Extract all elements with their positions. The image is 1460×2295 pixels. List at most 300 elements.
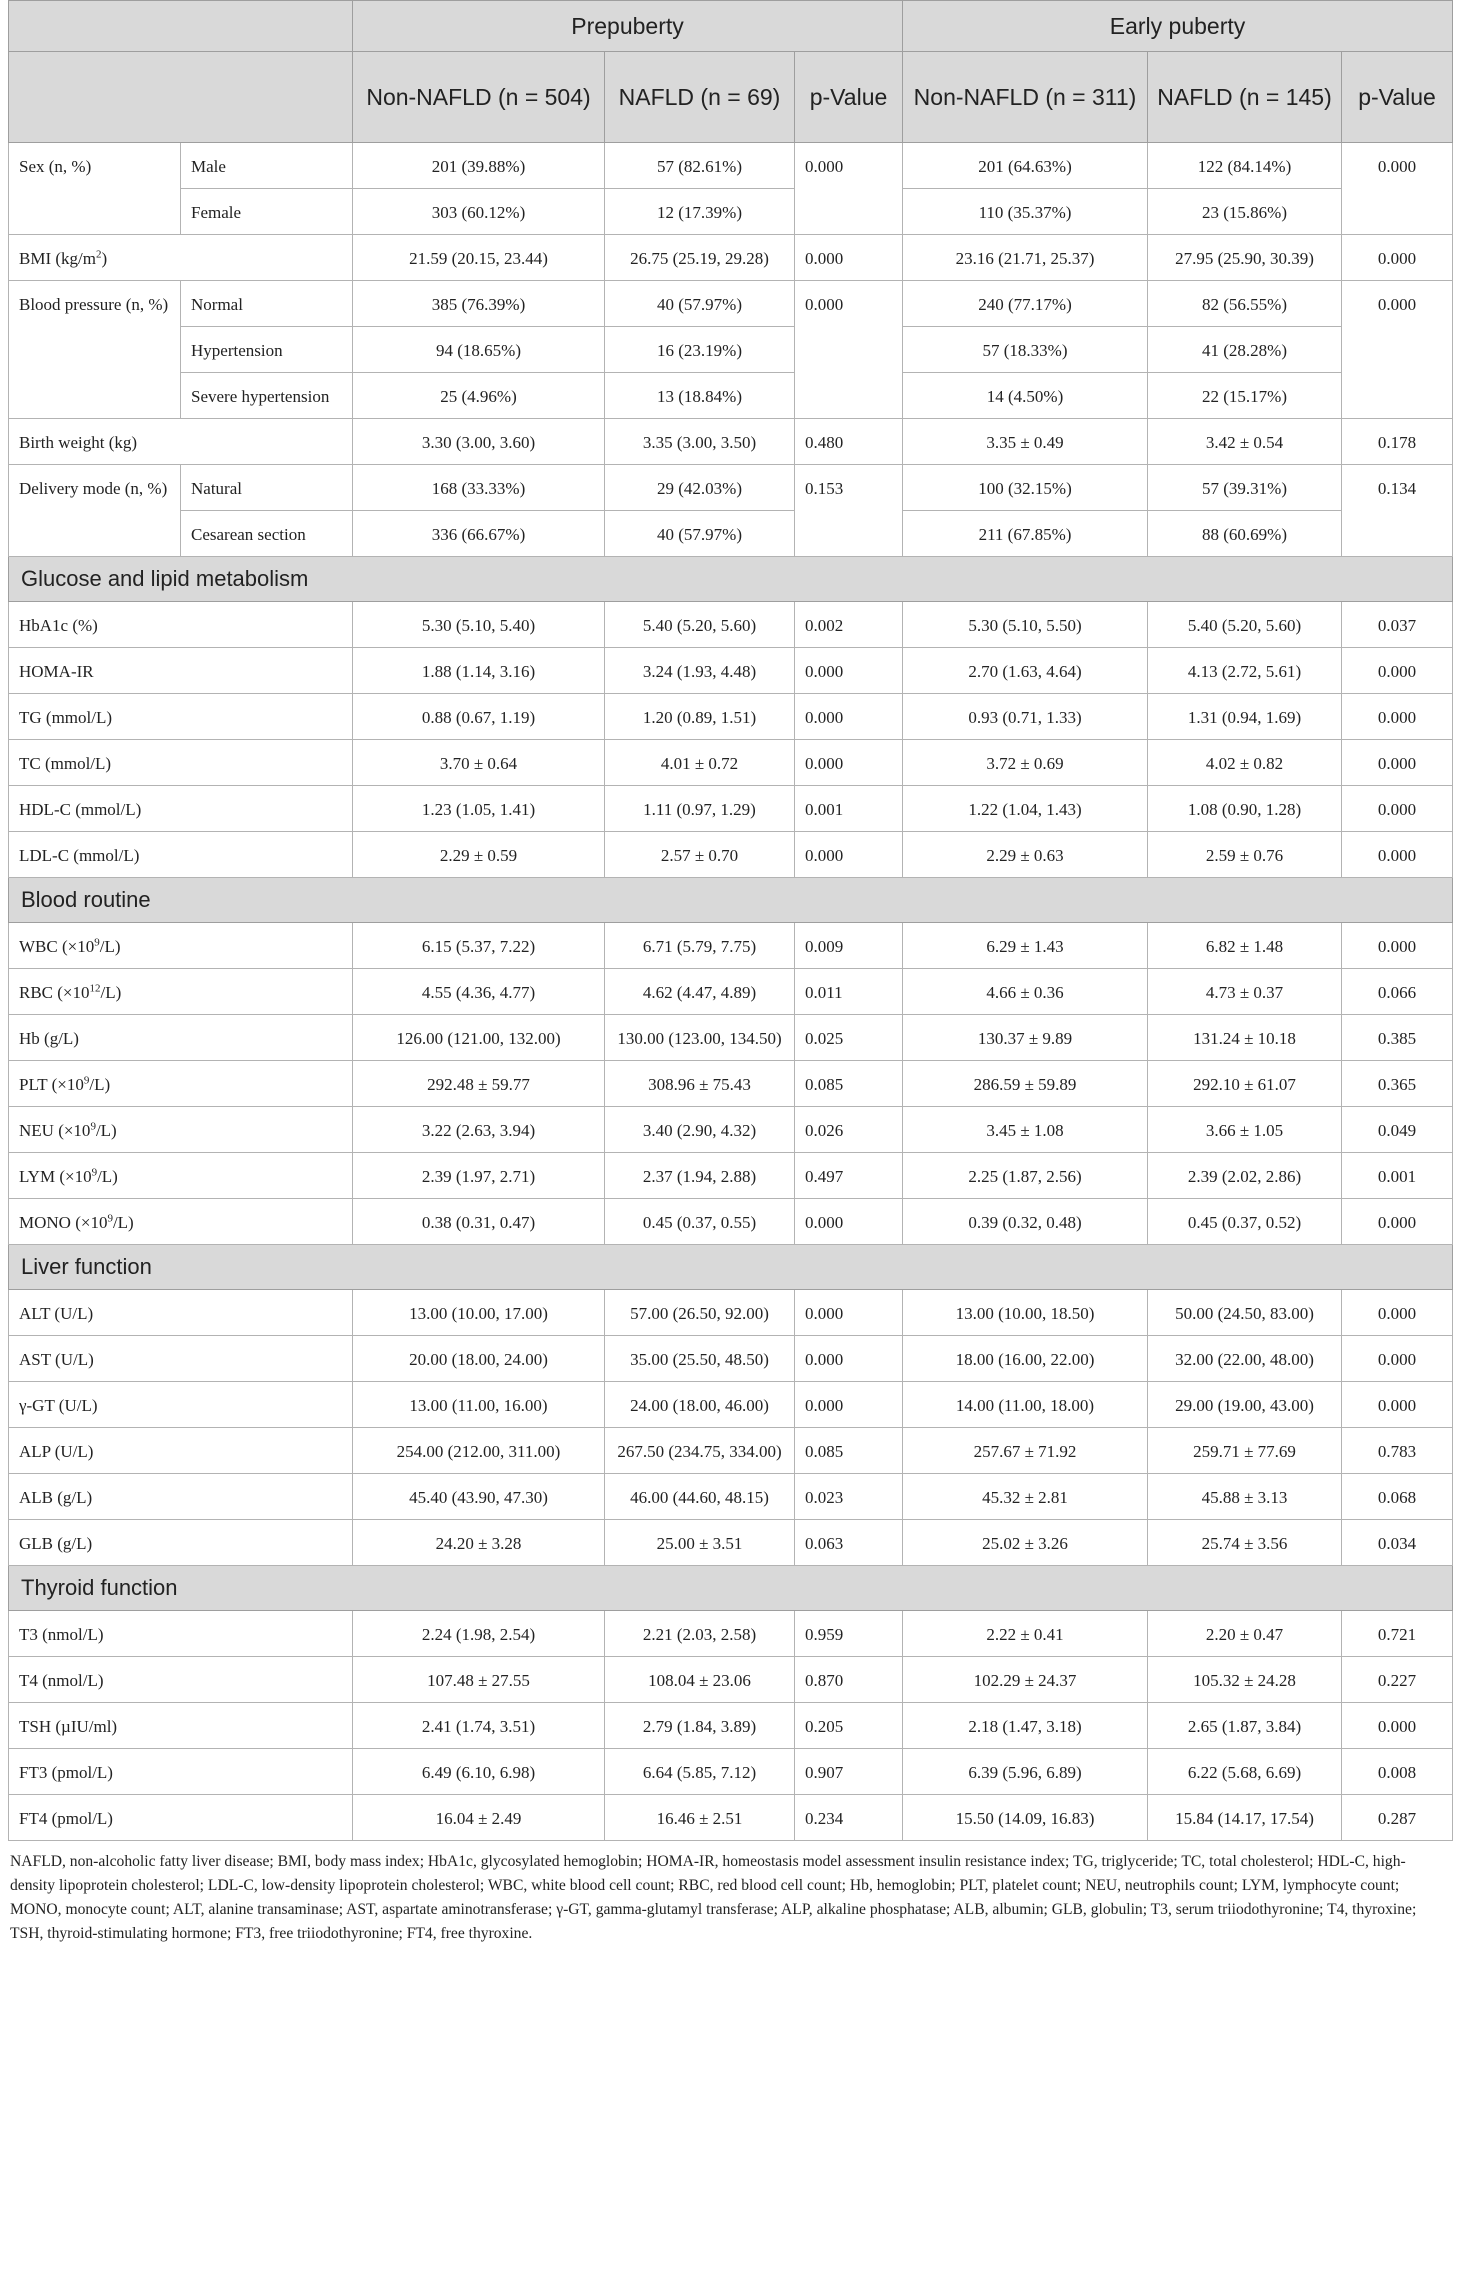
label-end: /L) [95,1121,117,1140]
label-sup: 12 [89,982,101,995]
header-col-early-nafld: NAFLD (n = 145) [1148,52,1342,143]
cell: 25.74 ± 3.56 [1148,1520,1342,1566]
cell: 46.00 (44.60, 48.15) [605,1474,795,1520]
table-row [9,786,1453,832]
cell: 6.29 ± 1.43 [903,923,1148,969]
cell: 6.82 ± 1.48 [1148,923,1342,969]
cell: 5.30 (5.10, 5.50) [903,602,1148,648]
label-sup: 9 [107,1212,113,1225]
label-sup: 9 [91,1166,98,1179]
table-row [9,969,1453,1015]
table-row-delivery-cesarean [9,511,1453,557]
cell: 57.00 (26.50, 92.00) [605,1290,795,1336]
cell-pvalue: 0.000 [1342,1336,1453,1382]
header-col-pre-pvalue: p-Value [795,52,903,143]
cell: 1.31 (0.94, 1.69) [1148,694,1342,740]
label-text: RBC (×10 [19,983,90,1002]
table-body [9,143,1453,1841]
header-col-pre-nafld: NAFLD (n = 69) [605,52,795,143]
row-label-blood-pressure: Blood pressure (n, %) [9,281,181,419]
cell: 45.40 (43.90, 47.30) [353,1474,605,1520]
cell-pvalue: 0.227 [1342,1657,1453,1703]
cell: 126.00 (121.00, 132.00) [353,1015,605,1061]
cell: 2.21 (2.03, 2.58) [605,1611,795,1657]
row-label [9,1703,353,1749]
cell: 16.46 ± 2.51 [605,1795,795,1841]
cell: 23 (15.86%) [1148,189,1342,235]
cell-pvalue: 0.009 [795,923,903,969]
cell: 13 (18.84%) [605,373,795,419]
table-row [9,1428,1453,1474]
cell-pvalue: 0.000 [795,740,903,786]
label-text: ALP (U/L) [19,1442,94,1461]
cell-pvalue: 0.000 [1342,1382,1453,1428]
cell-pvalue: 0.068 [1342,1474,1453,1520]
cell: 57 (82.61%) [605,143,795,189]
cell: 13.00 (10.00, 17.00) [353,1290,605,1336]
cell-pvalue: 0.000 [1342,923,1453,969]
table-row [9,1749,1453,1795]
cell: 100 (32.15%) [903,465,1148,511]
label-text: BMI (kg/m [19,249,96,268]
cell-pvalue: 0.001 [1342,1153,1453,1199]
row-label [9,1795,353,1841]
cell-pvalue: 0.480 [795,419,903,465]
cell: 50.00 (24.50, 83.00) [1148,1290,1342,1336]
cell-pvalue: 0.000 [795,235,903,281]
cell-pvalue: 0.721 [1342,1611,1453,1657]
cell: 3.35 ± 0.49 [903,419,1148,465]
cell: 4.62 (4.47, 4.89) [605,969,795,1015]
table-container [8,0,1452,1946]
table-row [9,1290,1453,1336]
table-row [9,1795,1453,1841]
section-header-row [9,1566,1453,1611]
sublabel-cesarean: Cesarean section [181,511,353,557]
cell-pvalue: 0.000 [1342,143,1453,235]
cell: 4.55 (4.36, 4.77) [353,969,605,1015]
table-row [9,1382,1453,1428]
cell: 0.38 (0.31, 0.47) [353,1199,605,1245]
cell: 6.39 (5.96, 6.89) [903,1749,1148,1795]
cell: 2.70 (1.63, 4.64) [903,648,1148,694]
cell-pvalue: 0.000 [795,648,903,694]
cell: 57 (18.33%) [903,327,1148,373]
cell: 4.13 (2.72, 5.61) [1148,648,1342,694]
label-text: NEU (×10 [19,1121,91,1140]
label-sup: 9 [90,1120,96,1133]
row-label [9,969,353,1015]
cell-pvalue: 0.037 [1342,602,1453,648]
cell-pvalue: 0.870 [795,1657,903,1703]
cell-pvalue: 0.085 [795,1061,903,1107]
cell: 308.96 ± 75.43 [605,1061,795,1107]
cell: 257.67 ± 71.92 [903,1428,1148,1474]
row-label [9,832,353,878]
row-label [9,694,353,740]
label-text: T4 (nmol/L) [19,1671,104,1690]
cell: 2.18 (1.47, 3.18) [903,1703,1148,1749]
sublabel-normal: Normal [181,281,353,327]
label-text: ALT (U/L) [19,1304,94,1323]
cell: 2.57 ± 0.70 [605,832,795,878]
row-label [9,1336,353,1382]
table-row [9,694,1453,740]
cell-pvalue: 0.000 [795,281,903,419]
row-label [9,923,353,969]
header-row-groups [9,1,1453,52]
cell: 1.20 (0.89, 1.51) [605,694,795,740]
table-row-sex-male [9,143,1453,189]
cell: 13.00 (10.00, 18.50) [903,1290,1148,1336]
cell-pvalue: 0.205 [795,1703,903,1749]
data-table [8,0,1453,1841]
cell: 25.02 ± 3.26 [903,1520,1148,1566]
cell: 16.04 ± 2.49 [353,1795,605,1841]
cell: 25 (4.96%) [353,373,605,419]
label-text: TSH (µIU/ml) [19,1717,118,1736]
table-row-bmi [9,235,1453,281]
section-header-row [9,878,1453,923]
cell-pvalue: 0.000 [1342,1290,1453,1336]
cell: 22 (15.17%) [1148,373,1342,419]
table-row [9,1520,1453,1566]
cell: 14 (4.50%) [903,373,1148,419]
cell: 25.00 ± 3.51 [605,1520,795,1566]
sublabel-severe-hypertension: Severe hypertension [181,373,353,419]
section-title: Glucose and lipid metabolism [9,557,1453,602]
cell: 2.29 ± 0.59 [353,832,605,878]
label-sup: 9 [83,1074,90,1087]
label-text: HOMA-IR [19,662,94,681]
cell: 1.11 (0.97, 1.29) [605,786,795,832]
cell: 4.01 ± 0.72 [605,740,795,786]
cell: 21.59 (20.15, 23.44) [353,235,605,281]
label-text: FT3 (pmol/L) [19,1763,113,1782]
cell: 2.39 (2.02, 2.86) [1148,1153,1342,1199]
cell: 292.48 ± 59.77 [353,1061,605,1107]
cell: 27.95 (25.90, 30.39) [1148,235,1342,281]
cell: 2.65 (1.87, 3.84) [1148,1703,1342,1749]
cell: 4.02 ± 0.82 [1148,740,1342,786]
cell: 45.32 ± 2.81 [903,1474,1148,1520]
cell: 2.20 ± 0.47 [1148,1611,1342,1657]
cell-pvalue: 0.000 [1342,235,1453,281]
row-label [9,1061,353,1107]
cell: 13.00 (11.00, 16.00) [353,1382,605,1428]
header-col-pre-non-nafld: Non-NAFLD (n = 504) [353,52,605,143]
cell-pvalue: 0.025 [795,1015,903,1061]
cell-pvalue: 0.000 [795,694,903,740]
cell: 18.00 (16.00, 22.00) [903,1336,1148,1382]
cell: 0.88 (0.67, 1.19) [353,694,605,740]
cell: 131.24 ± 10.18 [1148,1015,1342,1061]
table-row-bp-normal [9,281,1453,327]
cell: 240 (77.17%) [903,281,1148,327]
row-label [9,740,353,786]
label-end: ) [101,249,108,268]
cell-pvalue: 0.085 [795,1428,903,1474]
cell-pvalue: 0.008 [1342,1749,1453,1795]
table-footnote: NAFLD, non-alcoholic fatty liver disease; BMI, body mass index; HbA1c, glycosylated hemoglobin; HOMA-IR, homeostasis model assessment insulin resistance index; TG, triglyceride; TC, total cholesterol; HDL-C, high-density lipoprotein cholesterol; LDL-C, low-density lipoprotein cholesterol; WBC, white blood cell count; RBC, red blood cell count; Hb, hemoglobin; PLT, platelet count; NEU, neutrophils count; LYM, lymphocyte count; MONO, monocyte count; ALT, alanine transaminase; AST, aspartate aminotransferase; γ-GT, gamma-glutamyl transferase; ALP, alkaline phosphatase; ALB, albumin; GLB, globulin; T3, serum triiodothyronine; T4, thyroxine; TSH, thyroid-stimulating hormone; FT3, free triiodothyronine; FT4, free thyroxine. [10,1853,1417,1942]
label-text: LDL-C (mmol/L) [19,846,140,865]
cell-pvalue: 0.001 [795,786,903,832]
table-row-birth-weight [9,419,1453,465]
cell-pvalue: 0.000 [1342,281,1453,419]
header-row-columns [9,52,1453,143]
section-title: Liver function [9,1245,1453,1290]
cell: 1.22 (1.04, 1.43) [903,786,1148,832]
cell: 3.45 ± 1.08 [903,1107,1148,1153]
label-text: AST (U/L) [19,1350,94,1369]
table-row [9,1153,1453,1199]
cell: 267.50 (234.75, 334.00) [605,1428,795,1474]
cell: 286.59 ± 59.89 [903,1061,1148,1107]
cell: 2.41 (1.74, 3.51) [353,1703,605,1749]
cell: 2.22 ± 0.41 [903,1611,1148,1657]
cell: 3.22 (2.63, 3.94) [353,1107,605,1153]
cell: 26.75 (25.19, 29.28) [605,235,795,281]
cell: 168 (33.33%) [353,465,605,511]
cell: 122 (84.14%) [1148,143,1342,189]
cell: 14.00 (11.00, 18.00) [903,1382,1148,1428]
cell-pvalue: 0.000 [795,1199,903,1245]
row-label [9,786,353,832]
cell: 292.10 ± 61.07 [1148,1061,1342,1107]
cell: 15.84 (14.17, 17.54) [1148,1795,1342,1841]
cell: 82 (56.55%) [1148,281,1342,327]
table-row [9,923,1453,969]
label-text: PLT (×10 [19,1075,84,1094]
cell: 3.30 (3.00, 3.60) [353,419,605,465]
table-row-sex-female [9,189,1453,235]
cell-pvalue: 0.287 [1342,1795,1453,1841]
row-label [9,1107,353,1153]
row-label [9,1749,353,1795]
cell: 15.50 (14.09, 16.83) [903,1795,1148,1841]
header-blank [9,1,353,52]
cell: 1.88 (1.14, 3.16) [353,648,605,694]
cell: 3.35 (3.00, 3.50) [605,419,795,465]
row-label-sex: Sex (n, %) [9,143,181,235]
sublabel-hypertension: Hypertension [181,327,353,373]
cell: 0.39 (0.32, 0.48) [903,1199,1148,1245]
cell: 3.70 ± 0.64 [353,740,605,786]
cell: 2.79 (1.84, 3.89) [605,1703,795,1749]
cell-pvalue: 0.000 [795,1382,903,1428]
cell: 5.30 (5.10, 5.40) [353,602,605,648]
cell: 6.15 (5.37, 7.22) [353,923,605,969]
cell: 40 (57.97%) [605,511,795,557]
cell: 2.39 (1.97, 2.71) [353,1153,605,1199]
row-label [9,1382,353,1428]
label-end: /L) [100,983,122,1002]
cell: 23.16 (21.71, 25.37) [903,235,1148,281]
table-row [9,602,1453,648]
cell: 1.08 (0.90, 1.28) [1148,786,1342,832]
cell: 105.32 ± 24.28 [1148,1657,1342,1703]
label-text: MONO (×10 [19,1213,108,1232]
table-row [9,740,1453,786]
table-row-bp-severe [9,373,1453,419]
cell: 2.29 ± 0.63 [903,832,1148,878]
section-header-row [9,557,1453,602]
header-col-early-pvalue: p-Value [1342,52,1453,143]
row-label [9,1428,353,1474]
label-text: HDL-C (mmol/L) [19,800,142,819]
table-row [9,1199,1453,1245]
cell: 0.93 (0.71, 1.33) [903,694,1148,740]
row-label [9,1015,353,1061]
cell: 5.40 (5.20, 5.60) [605,602,795,648]
table-row-delivery-natural [9,465,1453,511]
cell: 1.23 (1.05, 1.41) [353,786,605,832]
row-label [9,1474,353,1520]
cell: 130.37 ± 9.89 [903,1015,1148,1061]
cell-pvalue: 0.000 [1342,694,1453,740]
cell: 107.48 ± 27.55 [353,1657,605,1703]
header-group-prepuberty: Prepuberty [353,1,903,52]
cell: 211 (67.85%) [903,511,1148,557]
cell: 108.04 ± 23.06 [605,1657,795,1703]
cell: 40 (57.97%) [605,281,795,327]
table-row [9,1703,1453,1749]
label-text: TC (mmol/L) [19,754,112,773]
label-text: Hb (g/L) [19,1029,79,1048]
cell-pvalue: 0.134 [1342,465,1453,557]
cell-pvalue: 0.026 [795,1107,903,1153]
cell-pvalue: 0.385 [1342,1015,1453,1061]
label-end: /L) [112,1213,134,1232]
header-group-early-puberty: Early puberty [903,1,1453,52]
cell: 3.66 ± 1.05 [1148,1107,1342,1153]
cell: 6.49 (6.10, 6.98) [353,1749,605,1795]
cell-pvalue: 0.049 [1342,1107,1453,1153]
cell-pvalue: 0.000 [1342,740,1453,786]
section-title: Blood routine [9,878,1453,923]
table-row [9,1015,1453,1061]
cell-pvalue: 0.178 [1342,419,1453,465]
cell-pvalue: 0.000 [1342,648,1453,694]
label-end: /L) [89,1075,111,1094]
cell-pvalue: 0.000 [1342,1703,1453,1749]
cell-pvalue: 0.000 [1342,786,1453,832]
label-text: HbA1c (%) [19,616,98,635]
cell: 6.22 (5.68, 6.69) [1148,1749,1342,1795]
label-text: WBC (×10 [19,937,95,956]
cell-pvalue: 0.000 [1342,832,1453,878]
cell: 35.00 (25.50, 48.50) [605,1336,795,1382]
cell: 20.00 (18.00, 24.00) [353,1336,605,1382]
table-row [9,1657,1453,1703]
cell-pvalue: 0.000 [795,832,903,878]
cell-pvalue: 0.063 [795,1520,903,1566]
row-label [9,1290,353,1336]
label-text: T3 (nmol/L) [19,1625,104,1644]
cell-pvalue: 0.497 [795,1153,903,1199]
cell-pvalue: 0.011 [795,969,903,1015]
cell-pvalue: 0.153 [795,465,903,557]
cell: 130.00 (123.00, 134.50) [605,1015,795,1061]
label-text: TG (mmol/L) [19,708,113,727]
cell: 6.71 (5.79, 7.75) [605,923,795,969]
cell: 2.59 ± 0.76 [1148,832,1342,878]
cell-pvalue: 0.959 [795,1611,903,1657]
cell: 259.71 ± 77.69 [1148,1428,1342,1474]
cell-pvalue: 0.000 [795,143,903,235]
section-header-row [9,1245,1453,1290]
label-text: LYM (×10 [19,1167,92,1186]
table-row-bp-hypertension [9,327,1453,373]
cell: 24.00 (18.00, 46.00) [605,1382,795,1428]
cell: 303 (60.12%) [353,189,605,235]
table-row [9,832,1453,878]
table-row [9,1336,1453,1382]
cell: 2.24 (1.98, 2.54) [353,1611,605,1657]
row-label [9,648,353,694]
cell-pvalue: 0.000 [795,1290,903,1336]
label-sup: 2 [95,248,102,261]
cell: 29 (42.03%) [605,465,795,511]
label-end: /L) [99,937,121,956]
row-label [9,1657,353,1703]
cell: 88 (60.69%) [1148,511,1342,557]
header-blank-2 [9,52,353,143]
row-label-bmi [9,235,353,281]
row-label [9,1520,353,1566]
cell: 45.88 ± 3.13 [1148,1474,1342,1520]
table-row [9,1061,1453,1107]
cell: 254.00 (212.00, 311.00) [353,1428,605,1474]
label-text: GLB (g/L) [19,1534,93,1553]
cell: 2.25 (1.87, 2.56) [903,1153,1148,1199]
cell: 336 (66.67%) [353,511,605,557]
cell: 32.00 (22.00, 48.00) [1148,1336,1342,1382]
cell: 385 (76.39%) [353,281,605,327]
cell: 3.72 ± 0.69 [903,740,1148,786]
cell: 2.37 (1.94, 2.88) [605,1153,795,1199]
row-label-delivery-mode: Delivery mode (n, %) [9,465,181,557]
cell: 201 (64.63%) [903,143,1148,189]
cell: 12 (17.39%) [605,189,795,235]
cell: 201 (39.88%) [353,143,605,189]
sublabel-female: Female [181,189,353,235]
cell: 4.73 ± 0.37 [1148,969,1342,1015]
row-label [9,602,353,648]
header-col-early-non-nafld: Non-NAFLD (n = 311) [903,52,1148,143]
cell: 3.42 ± 0.54 [1148,419,1342,465]
cell: 0.45 (0.37, 0.52) [1148,1199,1342,1245]
cell: 0.45 (0.37, 0.55) [605,1199,795,1245]
table-row [9,1474,1453,1520]
cell: 94 (18.65%) [353,327,605,373]
table-row [9,648,1453,694]
cell: 4.66 ± 0.36 [903,969,1148,1015]
cell-pvalue: 0.234 [795,1795,903,1841]
cell-pvalue: 0.023 [795,1474,903,1520]
cell-pvalue: 0.066 [1342,969,1453,1015]
cell: 24.20 ± 3.28 [353,1520,605,1566]
cell-pvalue: 0.034 [1342,1520,1453,1566]
table-row [9,1107,1453,1153]
cell-pvalue: 0.907 [795,1749,903,1795]
cell: 41 (28.28%) [1148,327,1342,373]
row-label-birth-weight: Birth weight (kg) [9,419,353,465]
cell: 16 (23.19%) [605,327,795,373]
sublabel-natural: Natural [181,465,353,511]
table-row [9,1611,1453,1657]
label-text: ALB (g/L) [19,1488,93,1507]
